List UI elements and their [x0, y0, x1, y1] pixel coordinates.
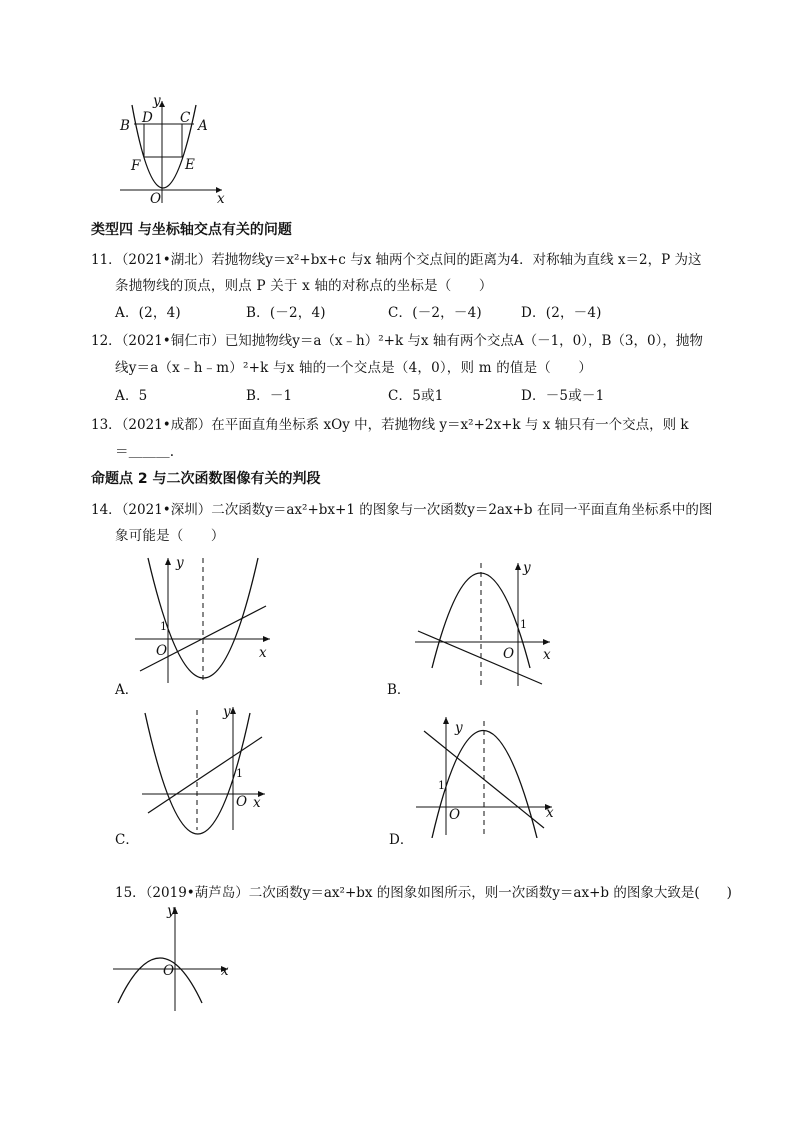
graph-a-label-y: y [176, 555, 184, 571]
graph-c-label-1: 1 [236, 767, 243, 780]
fig1-label-B: B [120, 118, 130, 134]
fig1-label-O: O [150, 191, 162, 207]
question-12-line1: 12．（2021•铜仁市）已知抛物线y＝a（x﹣h）²+k 与x 轴有两个交点A（－1，0），B（3，0），抛物 [91, 333, 703, 349]
question-12-option-c: C．5或1 [388, 388, 444, 404]
question-13-line1: 13．（2021•成都）在平面直角坐标系 xOy 中，若抛物线 y＝x²+2x+k 与 x 轴只有一个交点，则 k [91, 417, 689, 433]
question-12-option-d: D．－5或－1 [521, 388, 605, 404]
question-12-line2: 线y＝a（x﹣h﹣m）²+k 与x 轴的一个交点是（4，0），则 m 的值是（ ） [115, 360, 593, 376]
fig1-label-x: x [217, 191, 225, 207]
question-14-line1: 14．（2021•深圳）二次函数y＝ax²+bx+1 的图象与一次函数y＝2ax+b 在同一平面直角坐标系中的图 [91, 502, 713, 518]
graph-option-d [412, 713, 562, 838]
graph-d-label-x: x [546, 805, 554, 821]
question-14-line2: 象可能是（ ） [115, 528, 225, 544]
question-11-option-a: A．(2，4) [115, 305, 181, 321]
fig1-label-C: C [180, 110, 191, 126]
option-b-label: B． [387, 682, 411, 698]
question-12-option-b: B．－1 [246, 388, 293, 404]
graph-d-label-1: 1 [438, 779, 445, 792]
question-11-line1: 11．（2021•湖北）若抛物线y＝x²+bx+c 与x 轴两个交点间的距离为4．对称轴为直线 x＝2，P 为这 [91, 252, 702, 268]
option-c-label: C． [115, 832, 139, 848]
graph-b-label-y: y [523, 560, 531, 576]
graph-option-b [410, 558, 560, 693]
section-heading-point2: 命题点 2 与二次函数图像有关的判段 [91, 471, 321, 487]
graph-option-a [130, 553, 280, 688]
fig1-label-E: E [185, 157, 195, 173]
graph-q15-parabola [108, 903, 243, 1013]
graph-q15-label-x: x [221, 963, 229, 979]
question-13-line2: ＝＿＿＿. [115, 444, 175, 460]
graph-a-label-O: O [156, 643, 168, 659]
question-11-option-d: D．(2，－4) [521, 305, 602, 321]
graph-c-label-x: x [253, 795, 261, 811]
graph-q15-label-y: y [167, 903, 175, 919]
graph-q15-label-O: O [163, 963, 175, 979]
option-a-label: A． [115, 682, 139, 698]
graph-a-label-x: x [259, 645, 267, 661]
graph-option-c [130, 705, 280, 835]
graph-d-label-O: O [449, 807, 461, 823]
graph-b-label-x: x [543, 647, 551, 663]
question-11-line2: 条抛物线的顶点，则点 P 关于 x 轴的对称点的坐标是（ ） [115, 278, 493, 294]
graph-b-label-O: O [503, 646, 515, 662]
graph-a-label-1: 1 [160, 620, 167, 633]
fig1-label-y: y [153, 93, 161, 109]
graph-c-label-O: O [236, 794, 248, 810]
question-11-option-c: C．(－2，－4) [388, 305, 482, 321]
option-d-label: D． [389, 832, 414, 848]
question-12-option-a: A．5 [115, 388, 148, 404]
graph-c-label-y: y [223, 704, 231, 720]
question-11-option-b: B．(－2，4) [246, 305, 326, 321]
fig1-label-A: A [198, 118, 208, 134]
question-15-line1: 15．（2019•葫芦岛）二次函数y＝ax²+bx 的图象如图所示，则一次函数y＝ax+b 的图象大致是( ) [115, 885, 732, 901]
fig1-label-F: F [131, 158, 141, 174]
section-heading-type4: 类型四 与坐标轴交点有关的问题 [91, 222, 292, 238]
graph-d-label-y: y [455, 720, 463, 736]
graph-b-label-1: 1 [520, 618, 527, 631]
fig1-label-D: D [142, 110, 153, 126]
